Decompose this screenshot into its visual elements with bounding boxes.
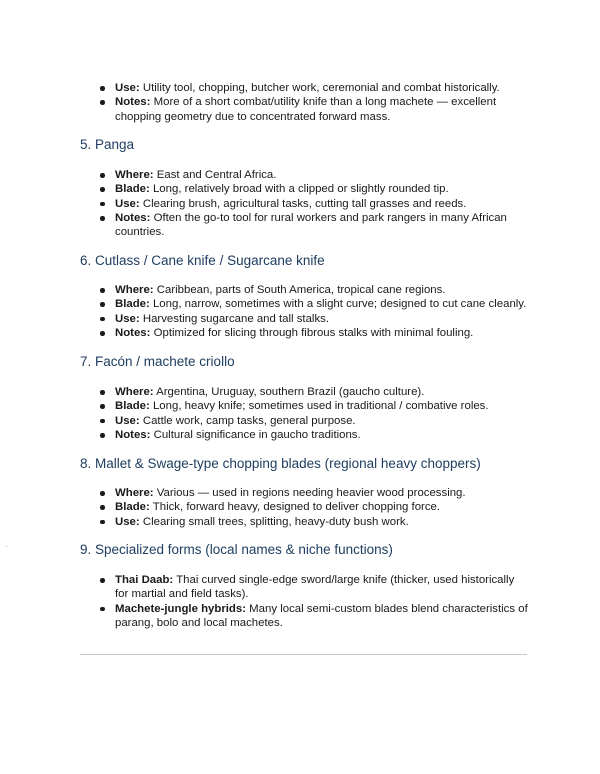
list-item: Notes: More of a short combat/utility knife than a long machete — excellent chopping geometry due to concentrated forward mass.	[100, 95, 530, 123]
section-heading-specialized: 9. Specialized forms (local names & niche functions)	[80, 542, 393, 557]
section-heading-cutlass: 6. Cutlass / Cane knife / Sugarcane knife	[80, 253, 325, 268]
section-heading-mallet-swage: 8. Mallet & Swage-type chopping blades (regional heavy choppers)	[80, 456, 481, 471]
horizontal-rule	[80, 654, 527, 655]
list-item: Machete-jungle hybrids: Many local semi-custom blades blend characteristics of parang, bolo and local machetes.	[100, 602, 530, 630]
section-list-mallet-swage	[100, 486, 530, 529]
list-item: Where: East and Central Africa.	[100, 168, 530, 182]
list-item: Blade: Long, narrow, sometimes with a slight curve; designed to cut cane cleanly.	[100, 297, 530, 311]
section-list-cutlass	[100, 283, 530, 341]
section-list-panga	[100, 168, 530, 240]
list-item: Where: Various — used in regions needing heavier wood processing.	[100, 486, 530, 500]
list-item: Use: Clearing brush, agricultural tasks, cutting tall grasses and reeds.	[100, 197, 530, 211]
section-heading-facon: 7. Facón / machete criollo	[80, 354, 235, 369]
list-item: Where: Argentina, Uruguay, southern Brazil (gaucho culture).	[100, 385, 530, 399]
section-heading-panga: 5. Panga	[80, 137, 135, 152]
list-item: Notes: Often the go-to tool for rural workers and park rangers in many African countries.	[100, 211, 530, 239]
section-list-facon	[100, 385, 530, 443]
list-item: Use: Cattle work, camp tasks, general purpose.	[100, 414, 530, 428]
list-item: Blade: Long, heavy knife; sometimes used in traditional / combative roles.	[100, 399, 530, 413]
list-item: Thai Daab: Thai curved single-edge sword/large knife (thicker, used historically for martial and field tasks).	[100, 573, 530, 601]
scan-speck	[6, 546, 7, 547]
section-list-specialized	[100, 573, 530, 630]
list-item: Notes: Cultural significance in gaucho traditions.	[100, 428, 530, 442]
list-item: Use: Utility tool, chopping, butcher work, ceremonial and combat historically.	[100, 81, 530, 95]
intro-list	[100, 81, 530, 124]
list-item: Use: Clearing small trees, splitting, heavy-duty bush work.	[100, 515, 530, 529]
list-item: Notes: Optimized for slicing through fibrous stalks with minimal fouling.	[100, 326, 530, 340]
list-item: Where: Caribbean, parts of South America, tropical cane regions.	[100, 283, 530, 297]
list-item: Blade: Long, relatively broad with a clipped or slightly rounded tip.	[100, 182, 530, 196]
list-item: Use: Harvesting sugarcane and tall stalks.	[100, 312, 530, 326]
list-item: Blade: Thick, forward heavy, designed to deliver chopping force.	[100, 500, 530, 514]
